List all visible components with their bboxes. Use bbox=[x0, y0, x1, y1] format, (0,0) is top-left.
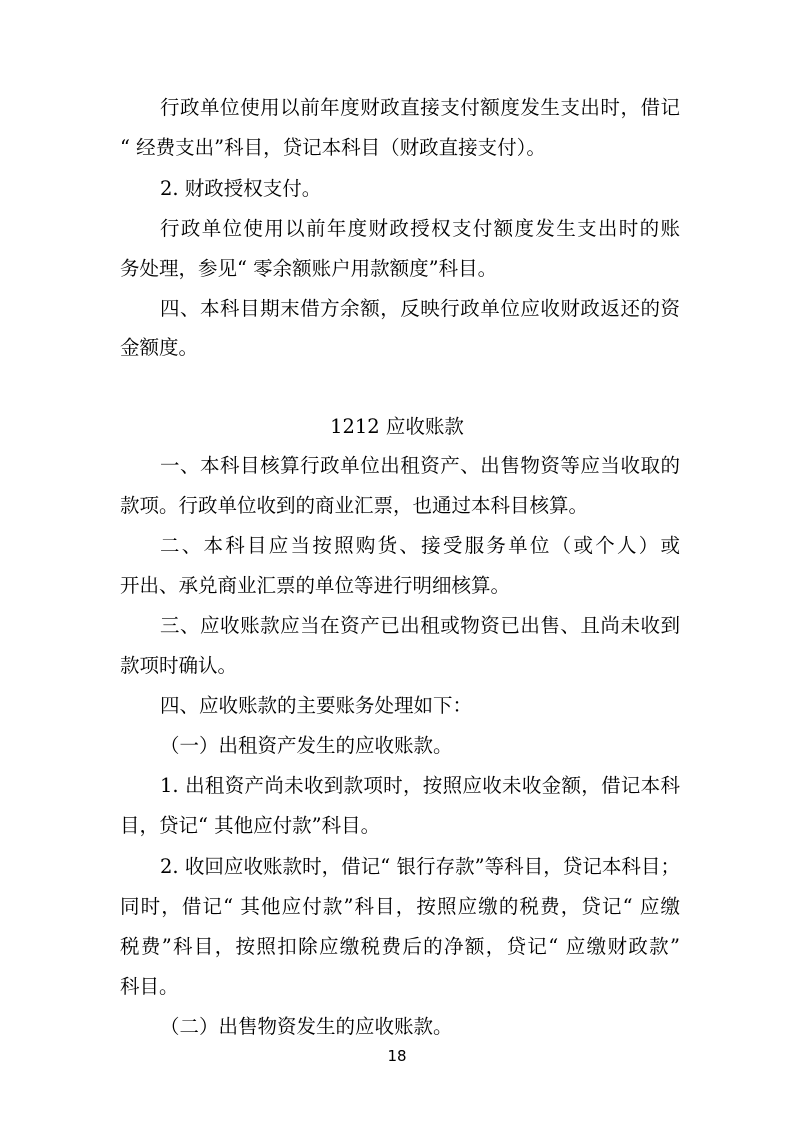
paragraph-line: （二）出售物资发生的应收账款。 bbox=[160, 1015, 453, 1038]
paragraph-line: 四、应收账款的主要账务处理如下： bbox=[160, 694, 473, 717]
section-heading: 1212 应收账款 bbox=[330, 415, 464, 438]
paragraph-line: “ 经费支出”科目，贷记本科目（财政直接支付）。 bbox=[120, 136, 546, 159]
page-number: 18 bbox=[387, 1047, 407, 1065]
paragraph-line: 1. 出租资产尚未收到款项时，按照应收未收金额，借记本科 bbox=[160, 774, 680, 797]
paragraph-line: 行政单位使用以前年度财政直接支付额度发生支出时，借记 bbox=[160, 96, 680, 119]
paragraph-line: 款项时确认。 bbox=[120, 654, 238, 677]
paragraph-line: 四、本科目期末借方余额，反映行政单位应收财政返还的资 bbox=[160, 297, 680, 320]
list-item-heading: 2. 财政授权支付。 bbox=[160, 177, 322, 200]
paragraph-line: 三、应收账款应当在资产已出租或物资已出售、且尚未收到 bbox=[160, 614, 680, 637]
paragraph-line: 科目。 bbox=[120, 975, 179, 998]
paragraph-line: 税费”科目，按照扣除应缴税费后的净额，贷记“ 应缴财政款” bbox=[120, 935, 680, 958]
paragraph-line: 一、本科目核算行政单位出租资产、出售物资等应当收取的 bbox=[160, 454, 680, 477]
paragraph-line: 款项。行政单位收到的商业汇票，也通过本科目核算。 bbox=[120, 494, 589, 517]
paragraph-line: （一）出租资产发生的应收账款。 bbox=[160, 734, 453, 757]
paragraph-line: 金额度。 bbox=[120, 336, 199, 359]
paragraph-line: 行政单位使用以前年度财政授权支付额度发生支出时的账 bbox=[160, 217, 680, 240]
paragraph-line: 目，贷记“ 其他应付款”科目。 bbox=[120, 814, 381, 837]
paragraph-line: 2. 收回应收账款时，借记“ 银行存款”等科目，贷记本科目； bbox=[160, 855, 680, 878]
paragraph-line: 二、本科目应当按照购货、接受服务单位（或个人）或 bbox=[160, 534, 680, 557]
paragraph-line: 开出、承兑商业汇票的单位等进行明细核算。 bbox=[120, 574, 511, 597]
paragraph-line: 务处理，参见“ 零余额账户用款额度”科目。 bbox=[120, 257, 498, 280]
paragraph-line: 同时，借记“ 其他应付款”科目，按照应缴的税费，贷记“ 应缴 bbox=[120, 895, 680, 918]
